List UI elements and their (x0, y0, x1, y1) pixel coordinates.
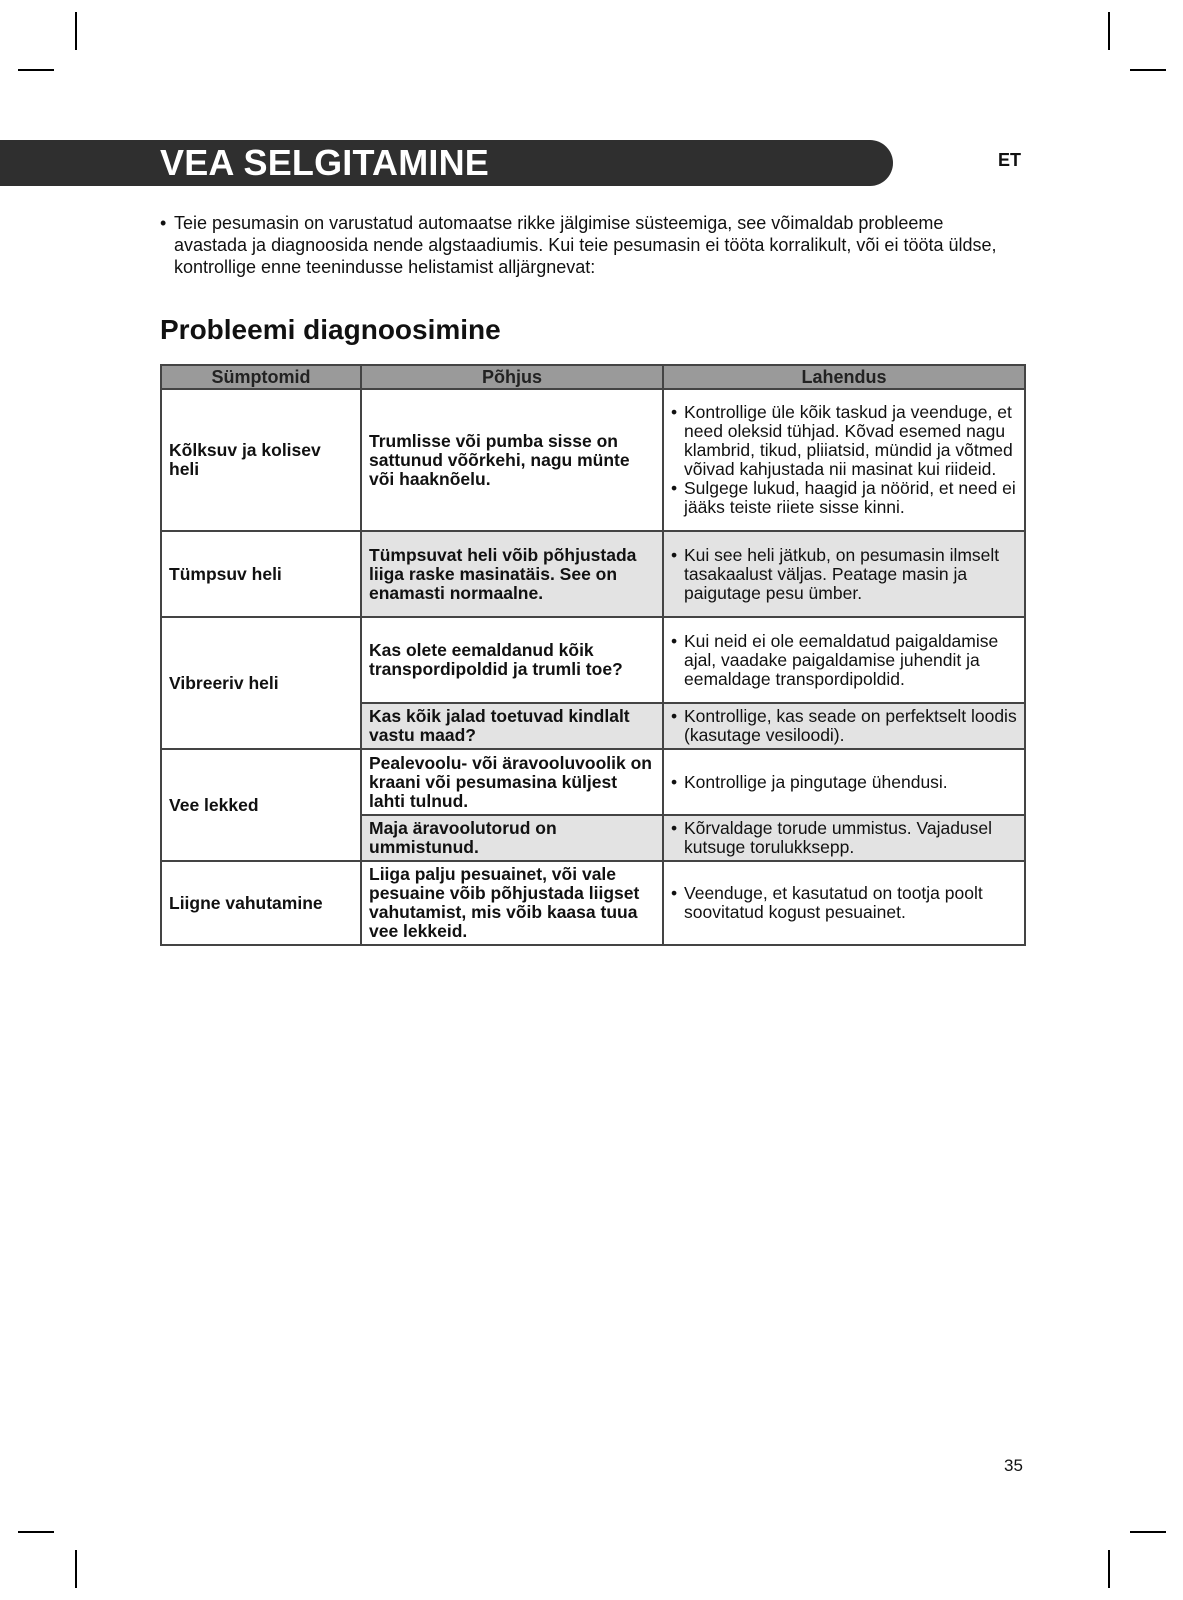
table-row (161, 861, 1025, 945)
bullet: • (671, 883, 678, 903)
solution-item (671, 479, 1017, 517)
diagnosis-table (160, 364, 1026, 946)
solution-text: Kõrvaldage torude ummistus. Vajadusel kutsuge torulukksepp. (684, 818, 993, 857)
symptom-cell: Liigne vahutamine (161, 861, 361, 945)
header-symptoms: Sümptomid (161, 365, 361, 389)
bullet: • (671, 771, 678, 792)
crop-mark (1108, 12, 1110, 50)
title-banner (0, 140, 893, 186)
bullet: • (671, 544, 678, 565)
solution-item (671, 403, 1017, 479)
solution-item (671, 546, 1017, 603)
symptom-cell: Kõlksuv ja kolisev heli (161, 389, 361, 531)
solution-text: Veenduge, et kasutatud on tootja poolt soovitatud kogust pesuainet. (684, 883, 983, 922)
header-cause: Põhjus (361, 365, 663, 389)
symptom-cell: Vee lekked (161, 749, 361, 861)
crop-mark (18, 1531, 54, 1533)
intro-paragraph (160, 212, 1020, 278)
bullet: • (671, 478, 678, 498)
solution-cell (663, 531, 1025, 617)
cause-cell: Kas olete eemaldanud kõik transpordipoldid ja trumli toe? (361, 617, 663, 703)
crop-mark (1108, 1550, 1110, 1588)
solution-text: Kui neid ei ole eemaldatud paigaldamise ajal, vaadake paigaldamise juhendit ja eemaldage transpordipoldid. (684, 630, 999, 689)
header-solution: Lahendus (663, 365, 1025, 389)
cause-cell: Maja äravoolutorud on ummistunud. (361, 815, 663, 861)
solution-cell (663, 617, 1025, 703)
cause-cell: Liiga palju pesuainet, või vale pesuaine võib põhjustada liigset vahutamist, mis võib kaasa tuua vee lekkeid. (361, 861, 663, 945)
cause-cell: Kas kõik jalad toetuvad kindlalt vastu maad? (361, 703, 663, 749)
crop-mark (75, 1550, 77, 1588)
solution-text: Kui see heli jätkub, on pesumasin ilmselt tasakaalust väljas. Peatage masin ja paigutage pesu ümber. (684, 544, 1000, 603)
cause-cell: Trumlisse või pumba sisse on sattunud võõrkehi, nagu münte või haaknõelu. (361, 389, 663, 531)
page-number: 35 (1004, 1456, 1023, 1475)
table-row (161, 389, 1025, 531)
cause-cell: Pealevoolu- või äravooluvoolik on kraani või pesumasina küljest lahti tulnud. (361, 749, 663, 815)
solution-item (671, 819, 1017, 857)
solution-text: Sulgege lukud, haagid ja nöörid, et need ei jääks teiste riiete sisse kinni. (684, 478, 1016, 517)
bullet: • (160, 213, 167, 233)
solution-cell (663, 861, 1025, 945)
crop-mark (1130, 69, 1166, 71)
solution-cell (663, 389, 1025, 531)
bullet: • (671, 402, 678, 422)
table-header-row (161, 365, 1025, 389)
bullet: • (671, 706, 678, 726)
crop-mark (1130, 1531, 1166, 1533)
solution-item (671, 632, 1017, 689)
language-code: ET (998, 150, 1022, 170)
symptom-cell: Vibreeriv heli (161, 617, 361, 749)
solution-item (671, 884, 1017, 922)
solution-text: Kontrollige üle kõik taskud ja veenduge, et need oleksid tühjad. Kõvad esemed nagu klambrid, tikud, pliiatsid, mündid ja võtmed võivad kahjustada nii masinat kui riideid. (684, 402, 1013, 479)
solution-cell (663, 749, 1025, 815)
cause-cell: Tümpsuvat heli võib põhjustada liiga raske masinatäis. See on enamasti normaalne. (361, 531, 663, 617)
section-title: Probleemi diagnoosimine (160, 314, 501, 345)
solution-text: Kontrollige, kas seade on perfektselt loodis (kasutage vesiloodi). (684, 706, 1017, 745)
solution-text: Kontrollige ja pingutage ühendusi. (684, 771, 948, 792)
symptom-cell: Tümpsuv heli (161, 531, 361, 617)
crop-mark (18, 69, 54, 71)
table-row (161, 617, 1025, 703)
bullet: • (671, 630, 678, 651)
intro-text: Teie pesumasin on varustatud automaatse rikke jälgimise süsteemiga, see võimaldab probleeme avastada ja diagnoosida nende algstaadiumis. Kui teie pesumasin ei tööta korralikult, või ei tööta üldse, kontrollige enne teenindusse helistamist alljärgnevat: (174, 213, 997, 277)
table-row (161, 531, 1025, 617)
bullet: • (671, 818, 678, 838)
page-title: VEA SELGITAMINE (160, 142, 490, 183)
solution-cell (663, 815, 1025, 861)
crop-mark (75, 12, 77, 50)
solution-cell (663, 703, 1025, 749)
solution-item (671, 707, 1017, 745)
solution-item (671, 773, 1017, 792)
table-row (161, 749, 1025, 815)
